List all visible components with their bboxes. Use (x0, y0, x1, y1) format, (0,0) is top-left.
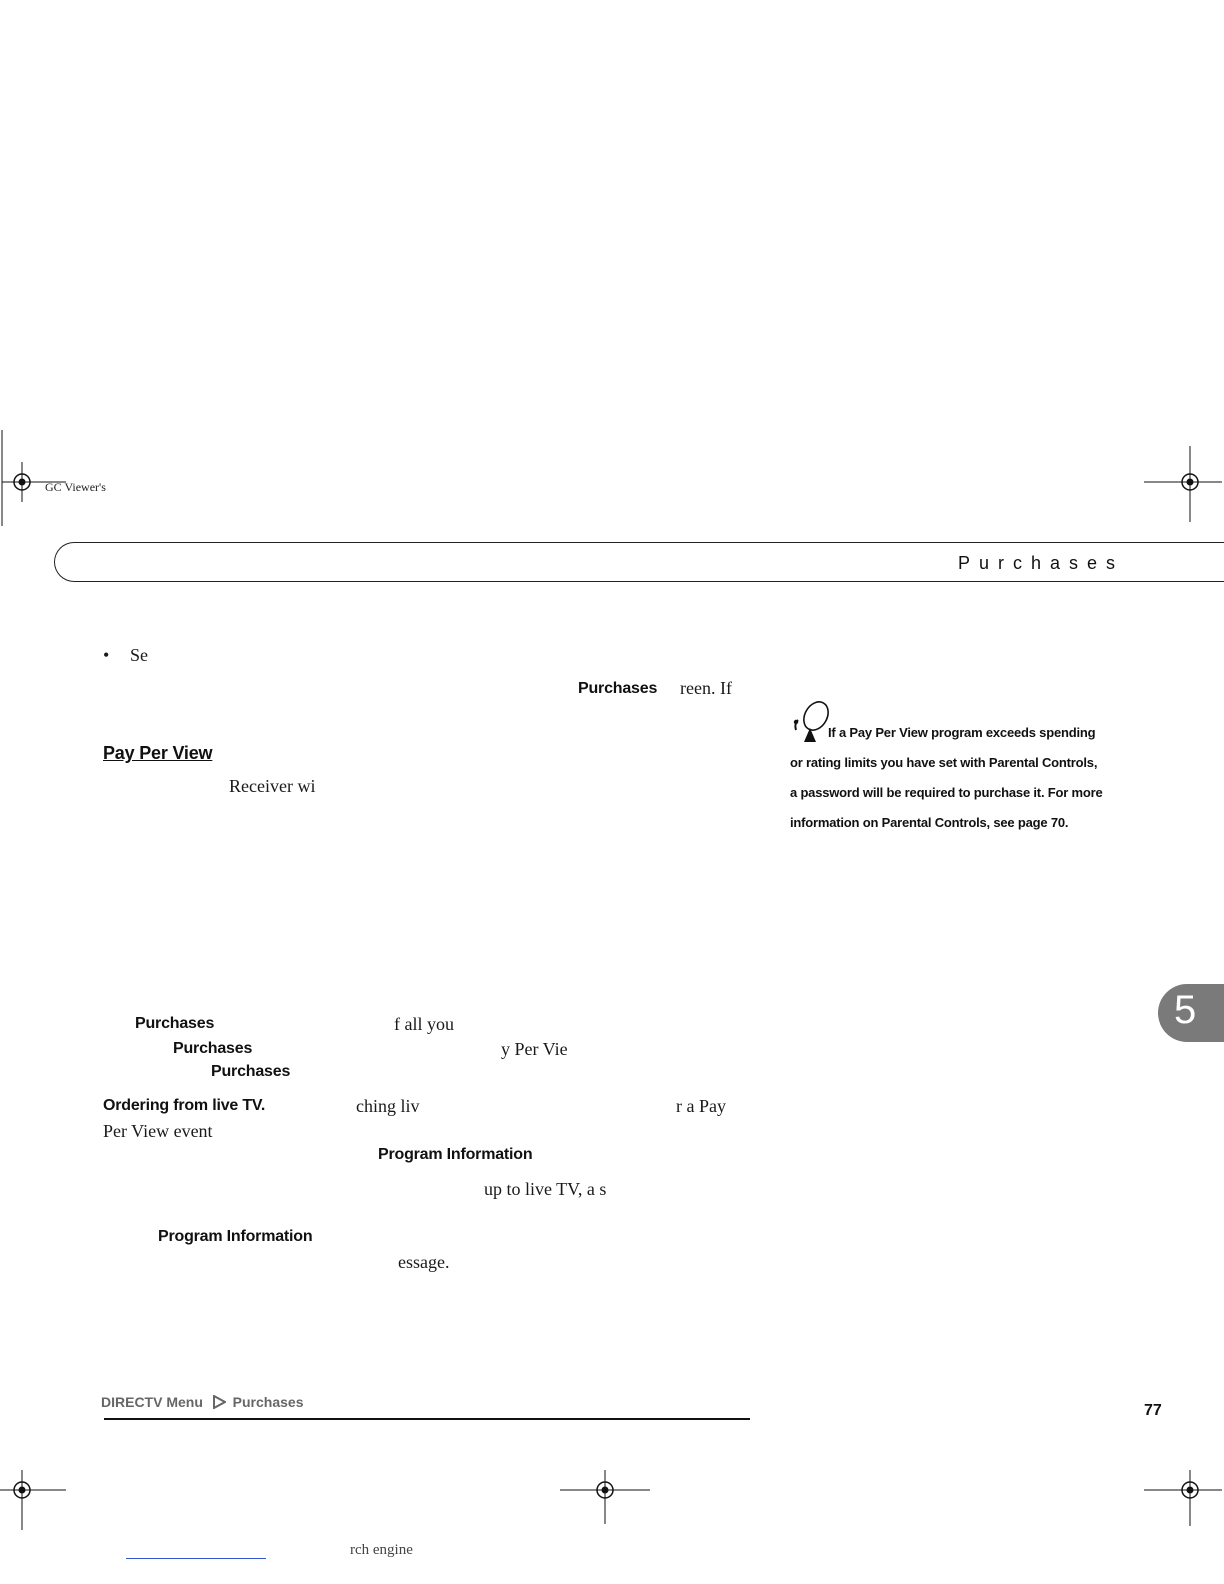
ordering-heading: Ordering from live TV. (103, 1097, 266, 1114)
file-slug: GC Viewer's (45, 480, 106, 494)
body-text-fragment: reen. If (680, 678, 732, 698)
bottom-text-fragment: rch engine (350, 1542, 413, 1558)
page-number: 77 (1144, 1402, 1162, 1419)
purchases-term: Purchases (173, 1040, 253, 1057)
body-text-fragment: r a Pay (676, 1096, 726, 1116)
triangle-arrow-icon (212, 1395, 226, 1412)
sidebar-note-line: information on Parental Controls, see page 70. (790, 815, 1069, 830)
body-text-fragment: up to live TV, a s (484, 1179, 607, 1199)
footer-rule (104, 1418, 750, 1420)
pay-per-view-heading: Pay Per View (103, 743, 213, 763)
link-underline (126, 1558, 266, 1559)
registration-mark-bottom-left (0, 1470, 70, 1550)
purchases-term: Purchases (135, 1015, 215, 1032)
body-text-fragment: f all you (394, 1014, 454, 1034)
footer-menu-label: DIRECTV Menu (101, 1394, 203, 1410)
body-text-fragment: ching liv (356, 1096, 420, 1116)
bullet-marker: • (103, 645, 110, 665)
sidebar-note (790, 718, 1130, 838)
footer-crumb-label: Purchases (232, 1394, 304, 1410)
purchases-term: Purchases (211, 1063, 291, 1080)
sidebar-note-line: a password will be required to purchase it. For more (790, 785, 1103, 800)
section-title: Purchases (958, 553, 1125, 573)
body-text-fragment: Per View event (103, 1121, 213, 1141)
program-information-term: Program Information (158, 1228, 313, 1245)
purchases-term: Purchases (578, 680, 658, 697)
chapter-number: 5 (1174, 988, 1197, 1032)
registration-mark-bottom-center (560, 1470, 652, 1526)
body-text-fragment: Receiver wi (229, 776, 316, 796)
body-text-fragment: essage. (398, 1252, 450, 1272)
footer-breadcrumb (101, 1394, 304, 1412)
body-text-fragment: y Per Vie (501, 1039, 568, 1059)
program-information-term: Program Information (378, 1146, 533, 1163)
registration-mark-top-right (1144, 446, 1224, 526)
bullet-text: Se (130, 645, 148, 665)
sidebar-note-line: or rating limits you have set with Parental Controls, (790, 755, 1098, 770)
registration-mark-bottom-right (1144, 1470, 1224, 1530)
sidebar-note-line: If a Pay Per View program exceeds spending (828, 725, 1096, 740)
